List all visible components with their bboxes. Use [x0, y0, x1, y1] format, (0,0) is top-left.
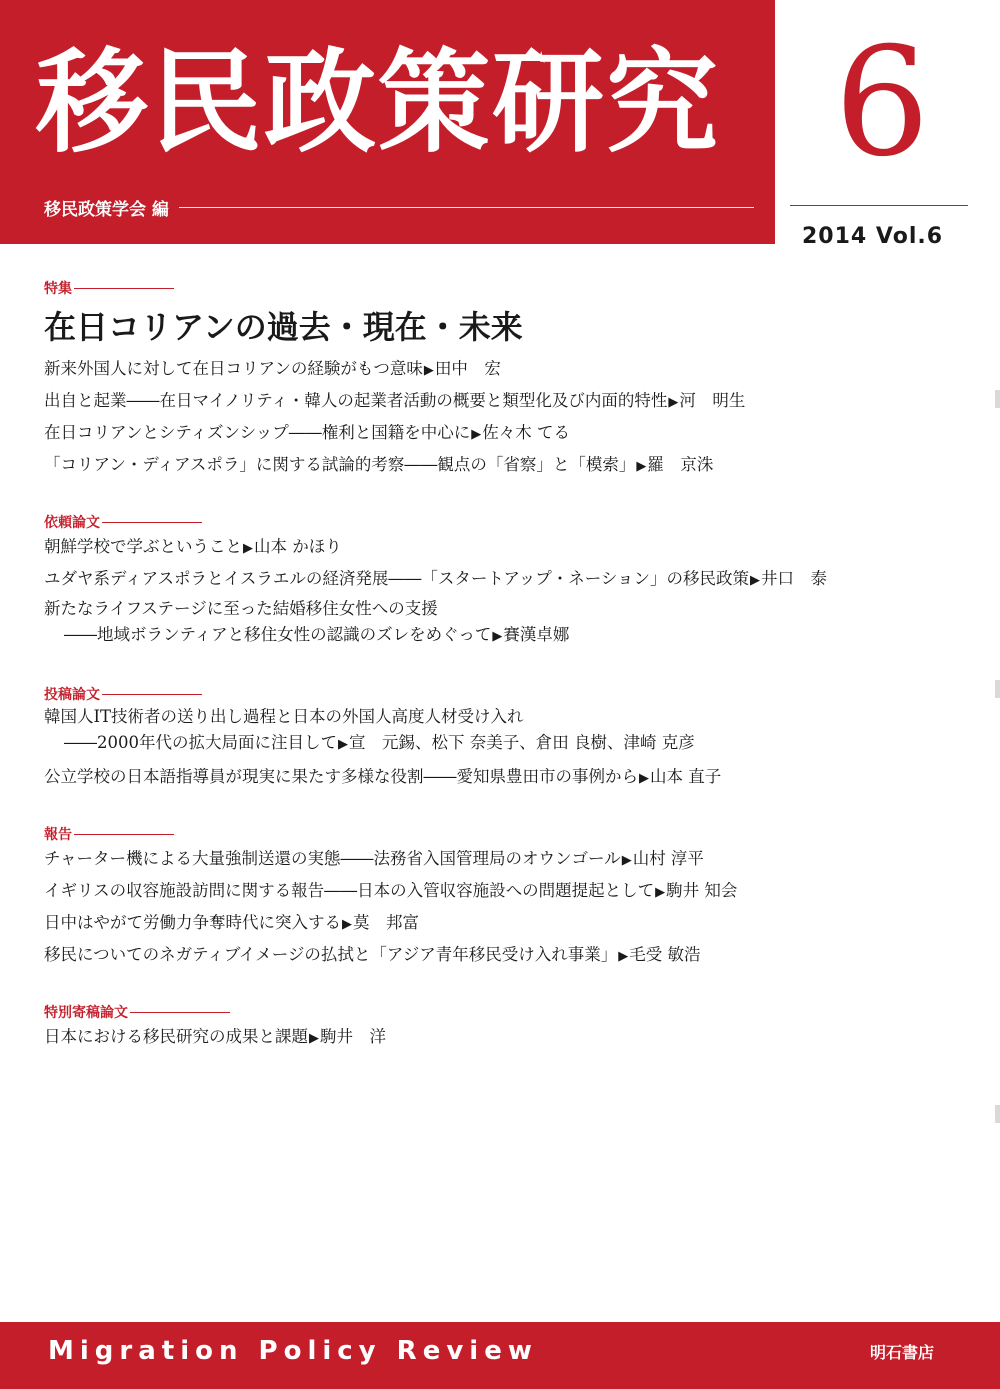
section-reports — [44, 824, 944, 972]
section-special — [44, 1002, 944, 1054]
editor-line — [44, 194, 754, 220]
triangle-right-icon: ▶ — [309, 1031, 319, 1046]
entry-author: 毛受 敏浩 — [629, 945, 701, 964]
spacer — [44, 972, 944, 1002]
feature-title: 在日コリアンの過去・現在・未来 — [44, 308, 523, 346]
section-label: 特別寄稿論文 — [44, 1005, 128, 1021]
edge-mark — [995, 680, 1000, 698]
entry-title: 在日コリアンとシティズンシップ――権利と国籍を中心に — [44, 423, 471, 442]
toc-entry[interactable] — [44, 596, 944, 650]
triangle-right-icon: ▶ — [636, 459, 647, 474]
entry-author: 賽漢卓娜 — [503, 625, 570, 644]
entry-author: 駒井 知会 — [666, 881, 738, 900]
section-label: 特集 — [44, 281, 72, 297]
section-invited — [44, 512, 944, 650]
toc-entry[interactable] — [44, 908, 944, 940]
toc-entry[interactable] — [44, 844, 944, 876]
entry-title: 出自と起業――在日マイノリティ・韓人の起業者活動の概要と類型化及び内面的特性 — [44, 391, 668, 410]
publisher-name: 明石書店 — [870, 1343, 935, 1362]
triangle-right-icon: ▶ — [492, 629, 503, 644]
triangle-right-icon: ▶ — [243, 541, 253, 556]
triangle-right-icon: ▶ — [668, 395, 679, 410]
triangle-right-icon: ▶ — [655, 885, 666, 900]
toc-entry[interactable] — [44, 532, 944, 564]
toc-entry[interactable] — [44, 354, 944, 386]
toc-entry[interactable] — [44, 418, 944, 450]
section-header — [44, 512, 944, 532]
entry-title: 日本における移民研究の成果と課題 — [44, 1027, 308, 1046]
toc-entry[interactable] — [44, 704, 944, 758]
entry-author: 佐々木 てる — [482, 423, 571, 442]
editor-rule — [179, 207, 754, 208]
entry-author: 山本 直子 — [650, 767, 722, 786]
toc-entry[interactable] — [44, 386, 944, 418]
entry-subtitle-line — [44, 622, 944, 650]
entry-title: 「コリアン・ディアスポラ」に関する試論的考察――観点の「省察」と「模索」 — [44, 455, 636, 474]
table-of-contents — [44, 278, 944, 1054]
spacer — [44, 654, 944, 684]
toc-entry[interactable] — [44, 564, 944, 596]
entry-title: 新たなライフステージに至った結婚移住女性への支援 — [44, 599, 438, 618]
entry-author: 河 明生 — [679, 391, 746, 410]
toc-entry[interactable] — [44, 876, 944, 908]
entry-author: 駒井 洋 — [320, 1027, 386, 1046]
section-rule — [74, 288, 174, 289]
section-label: 依頼論文 — [44, 515, 100, 531]
entry-author: 田中 宏 — [434, 359, 501, 378]
journal-title: 移民政策研究 — [36, 37, 720, 168]
section-header — [44, 278, 944, 298]
triangle-right-icon: ▶ — [471, 427, 482, 442]
section-feature — [44, 278, 944, 482]
section-rule — [74, 834, 174, 835]
volume-label: 2014 Vol.6 — [802, 224, 944, 249]
triangle-right-icon: ▶ — [621, 853, 632, 868]
entry-subtitle-line — [44, 730, 944, 758]
section-rule — [102, 522, 202, 523]
toc-entry[interactable] — [44, 940, 944, 972]
edge-mark — [995, 1105, 1000, 1123]
entry-title: 公立学校の日本語指導員が現実に果たす多様な役割――愛知県豊田市の事例から — [44, 767, 638, 786]
entry-author: 井口 泰 — [761, 569, 828, 588]
triangle-right-icon: ▶ — [750, 573, 761, 588]
editor-credit: 移民政策学会 編 — [44, 199, 169, 220]
triangle-right-icon: ▶ — [338, 737, 348, 752]
entry-author: 山本 かほり — [254, 537, 342, 556]
entry-title: イギリスの収容施設訪問に関する報告――日本の入管収容施設への問題提起として — [44, 881, 655, 900]
entry-title: 韓国人IT技術者の送り出し過程と日本の外国人高度人材受け入れ — [44, 707, 524, 726]
triangle-right-icon: ▶ — [639, 771, 649, 786]
issue-number: 6 — [834, 16, 930, 190]
entry-author: 宣 元錫、松下 奈美子、倉田 良樹、津崎 克彦 — [349, 733, 695, 752]
triangle-right-icon: ▶ — [423, 363, 434, 378]
english-title: Migration Policy Review — [48, 1336, 538, 1366]
entry-title: 朝鮮学校で学ぶということ — [44, 537, 242, 556]
triangle-right-icon: ▶ — [342, 917, 352, 932]
toc-entry[interactable] — [44, 762, 944, 794]
entry-subtitle: ――地域ボランティアと移住女性の認識のズレをめぐって — [64, 625, 492, 644]
section-header — [44, 684, 944, 704]
entry-author: 山村 淳平 — [632, 849, 704, 868]
toc-entry[interactable] — [44, 450, 944, 482]
section-rule — [102, 694, 202, 695]
section-header — [44, 1002, 944, 1022]
section-label: 報告 — [44, 827, 72, 843]
section-submitted — [44, 684, 944, 794]
entry-author: 莫 邦富 — [353, 913, 419, 932]
issue-rule — [790, 205, 968, 206]
entry-title: ユダヤ系ディアスポラとイスラエルの経済発展――「スタートアップ・ネーション」の移民政策 — [44, 569, 750, 588]
entry-author: 羅 京洙 — [647, 455, 714, 474]
entry-title: チャーター機による大量強制送還の実態――法務省入国管理局のオウンゴール — [44, 849, 621, 868]
entry-title: 新来外国人に対して在日コリアンの経験がもつ意味 — [44, 359, 423, 378]
entry-title: 日中はやがて労働力争奪時代に突入する — [44, 913, 341, 932]
section-rule — [130, 1012, 230, 1013]
section-header — [44, 824, 944, 844]
edge-mark — [995, 390, 1000, 408]
triangle-right-icon: ▶ — [618, 949, 629, 964]
section-label: 投稿論文 — [44, 687, 100, 703]
toc-entry[interactable] — [44, 1022, 944, 1054]
title-block — [0, 0, 775, 244]
entry-subtitle: ――2000年代の拡大局面に注目して — [64, 733, 337, 752]
spacer — [44, 482, 944, 512]
entry-title: 移民についてのネガティブイメージの払拭と「アジア青年移民受け入れ事業」 — [44, 945, 618, 964]
spacer — [44, 794, 944, 824]
